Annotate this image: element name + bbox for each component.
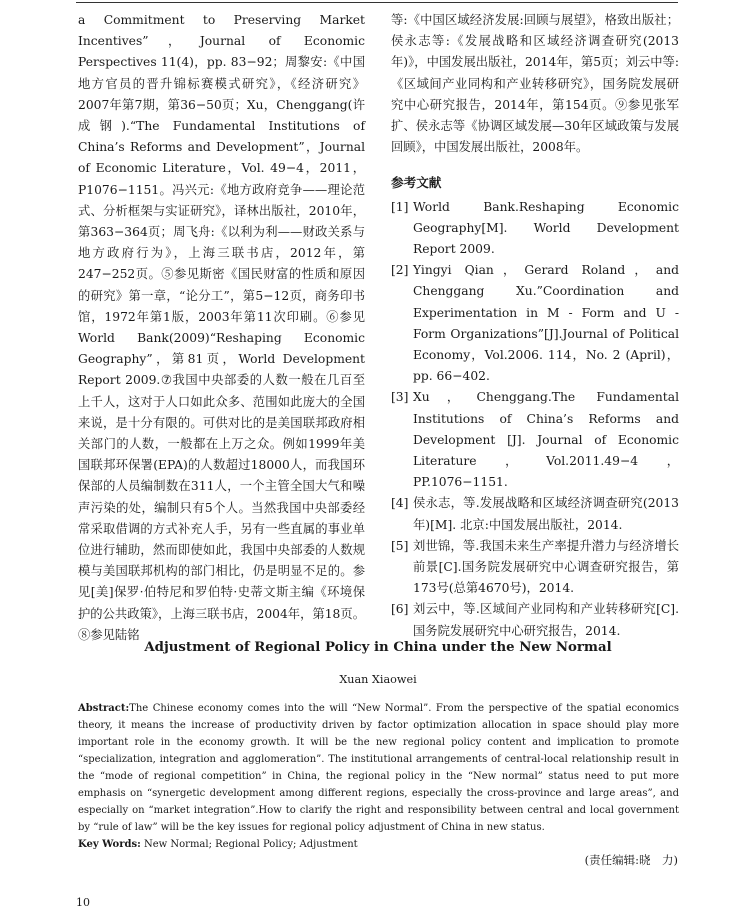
reference-item — [391, 260, 679, 387]
abstract-text: The Chinese economy comes into the will “New Normal”. From the perspective of the spatial economics theory, it means the increase of productivity driven by factor optimization allocation in space should play more important role in the economy growth. It will be the new regional policy content and implication to promote “specialization, integration and agglomeration”. The institutional arrangements of central-local relationship result in the “mode of regional competition” in China, the regional policy in the “New normal” status need to put more emphasis on “synergetic development among different regions, especially the cross-province and large areas”, and especially on “market integration”.How to clarify the right and responsibility between central and local government by “rule of law” will be the key issues for regional policy adjustment of China in new status. — [78, 703, 679, 833]
reference-text: World Bank.Reshaping Economic Geography[M]. World Development Report 2009. — [413, 199, 679, 257]
reference-number: [6] — [391, 602, 409, 617]
keywords-label: Key Words: — [78, 839, 141, 850]
reference-text: 刘云中，等.区域间产业同构和产业转移研究[C].国务院发展研究中心研究报告，2014. — [413, 602, 679, 638]
reference-number: [2] — [391, 263, 409, 278]
reference-text: Xu，Chenggang.The Fundamental Institutions of China’s Reforms and Development [J]. Journal of Economic Literature，Vol.2011.49−4，PP.1076−1151. — [413, 390, 679, 490]
reference-number: [4] — [391, 496, 409, 511]
abstract-label: Abstract: — [78, 703, 130, 714]
keywords-text: New Normal; Regional Policy; Adjustment — [143, 839, 358, 850]
page-number: 10 — [76, 896, 90, 909]
reference-list — [391, 197, 679, 642]
reference-item — [391, 493, 679, 535]
footnote-text-left: a Commitment to Preserving Market Incentives”，Journal of Economic Perspectives 11(4)，pp. 83−92；周黎安:《中国地方官员的晋升锦标赛模式研究》，《经济研究》2007年第7期，第36−50页；Xu，Chenggang(许成钢).“The Fundamental Institutions of China’s Reforms and Development”，Journal of Economic Literature，Vol. 49−4，2011，P1076−1151。冯兴元:《地方政府竞争——理论范式、分析框架与实证研究》，译林出版社，2010年，第363−364页；周飞舟:《以利为利——财政关系与地方政府行为》，上海三联书店，2012年，第247−252页。⑤参见斯密《国民财富的性质和原因的研究》第一章，“论分工”，第5−12页，商务印书馆，1972年第1版，2003年第11次印刷。⑥参见World Bank(2009)“Reshaping Economic Geography”，第81页，World Development Report 2009.⑦我国中央部委的人数一般在几百至上千人，这对于人口如此众多、范围如此庞大的全国来说，是十分有限的。可供对比的是美国联邦政府相关部门的人数，一般都在上万之众。例如1999年美国联邦环保署(EPA)的人数超过18000人，而我国环保部的人员编制数在311人，一个主管全国大气和噪声污染的处，编制只有5个人。当然我国中央部委经常采取借调的方式补充人手，另有一些直属的事业单位进行辅助，然而即使如此，我国中央部委的人数规模与美国联邦机构的部门相比，仍是明显不足的。参见[美]保罗·伯特尼和罗伯特·史蒂文斯主编《环境保护的公共政策》，上海三联书店，2004年，第18页。⑧参见陆铭 — [78, 13, 365, 642]
reference-number: [1] — [391, 199, 409, 214]
reference-text: Yingyi Qian，Gerard Roland，and Chenggang Xu.”Coordination and Experimentation in M - Form and U - Form Organizations”[J].Journal of Political Economy，Vol.2006. 114，No. 2 (April)，pp. 66−402. — [413, 263, 679, 384]
reference-item — [391, 536, 679, 600]
english-title: Adjustment of Regional Policy in China under the New Normal — [144, 640, 612, 655]
left-column — [78, 10, 365, 646]
english-keywords — [78, 836, 679, 853]
english-author: Xuan Xiaowei — [339, 673, 417, 686]
reference-item — [391, 599, 679, 641]
reference-number: [5] — [391, 538, 409, 553]
right-column — [391, 10, 679, 642]
top-rule — [76, 2, 678, 3]
reference-number: [3] — [391, 390, 409, 405]
reference-item — [391, 387, 679, 493]
reference-text: 刘世锦，等.我国未来生产率提升潜力与经济增长前景[C].国务院发展研究中心调查研究报告，第173号(总第4670号)，2014. — [413, 538, 679, 596]
references-heading: 参考文献 — [391, 175, 442, 191]
reference-item — [391, 197, 679, 261]
reference-text: 侯永志，等.发展战略和区域经济调查研究(2013年)[M]. 北京:中国发展出版社，2014. — [413, 496, 679, 532]
footnote-text-right: 等:《中国区域经济发展:回顾与展望》，格致出版社；侯永志等:《发展战略和区域经济调查研究(2013年)》，中国发展出版社，2014年，第5页；刘云中等:《区域间产业同构和产业转移研究》，国务院发展研究中心研究报告，2014年，第154页。⑨参见张军扩、侯永志等《协调区域发展—30年区域政策与发展回顾》，中国发展出版社，2008年。 — [391, 13, 679, 155]
editor-credit: (责任编辑:晓 力) — [584, 853, 678, 867]
english-abstract — [78, 700, 679, 836]
